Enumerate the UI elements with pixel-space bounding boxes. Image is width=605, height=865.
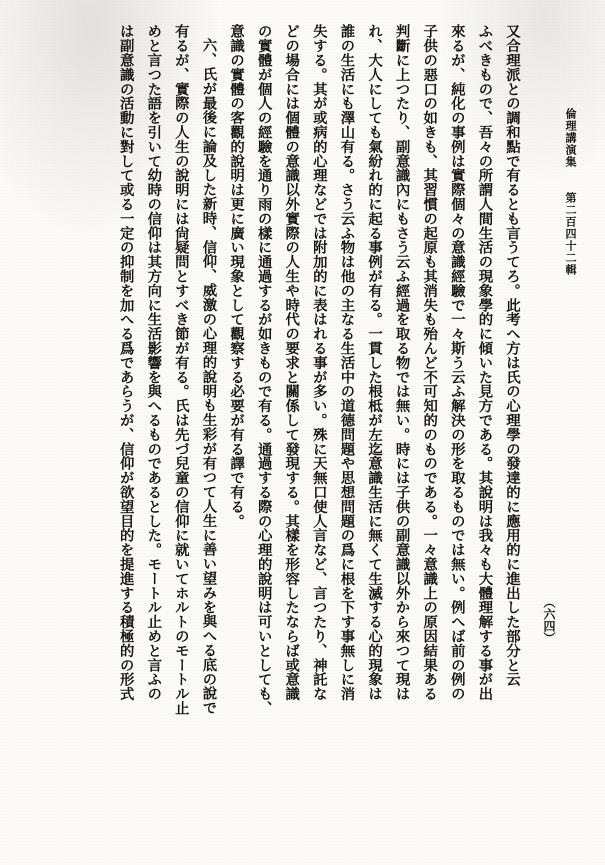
- page-number: （六四）: [542, 596, 556, 644]
- text-column: の實體が個人の經驗を通り雨の樣に通過するが如きもので有る。通過する際の心理的說明は可いとしても、: [255, 24, 273, 716]
- text-column: 來るが、純化の事例は實際個々の意識經驗で一々斯う云ふ解決の形を取るものでは無い。例へば前の例の: [448, 24, 466, 701]
- text-column: 子供の惡口の如きも、其習慣の起原も其消失も殆んど不可知的のものである。一々意識上の原因結果ある: [421, 24, 439, 701]
- text-column: 判斷に上つたり、副意識內にもさう云ふ經過を取る物では無い。時には子供の副意識以外から來つて現は: [393, 24, 411, 701]
- series-title: 倫理講演集: [564, 108, 577, 168]
- text-column: れ、大人にしても氣紛れ的に起る事例が有る。一貫した根柢が左迄意識生活に無くて生滅する心的現象は: [366, 24, 384, 701]
- header-gap: [564, 168, 577, 192]
- running-header: [562, 108, 578, 276]
- issue-number: 第二百四十二輯: [564, 192, 577, 276]
- text-column: 又合理派との調和點で有るとも言うてろ。此考へ方は氏の心理學の發達的に應用的に進出した部分と云: [504, 24, 521, 687]
- vertical-body-text: [44, 24, 526, 844]
- text-column: どの場合には個體の意識以外實際の人生や時代の要求と關係して發現する。其樣を形容したならば或意識: [283, 24, 301, 701]
- text-column: 有るが、實際の人生の說明には尙疑問とすべき節が有る。氏は先づ兒童の信仰に就いてホルトのモートル止: [172, 24, 190, 716]
- text-column: 誰の生活にも澤山有る。さう云ふ物は他の主なる生活中の道德問題や思想問題の爲に根を下す事無しに消: [338, 24, 356, 701]
- text-column: 意識の實體の客觀的說明は更に廣い現象として觀察する必要が有る譯で有る。: [228, 24, 246, 528]
- text-column: ふべきもので、吾々の所謂人間生活の現象學的に傾いた見方である。其說明は我々も大體理解する事が出: [476, 24, 494, 701]
- text-column: めと言つた語を引いて幼時の信仰は其方向に生活影響を與へるものであるとした。モートル止めと言ふの: [145, 24, 163, 701]
- text-column: は副意識の活動に對して或る一定の抑制を加へる爲であらうが、信仰が欲望目的を提進する積極的の形式: [117, 24, 135, 701]
- text-column: 六、氏が最後に論及した新時、信仰、威激の心理的說明も生彩が有つて人生に善い望みを與へる底の說で: [200, 38, 218, 716]
- text-column: 失する。其が或病的心理などでは附加的に表はれる事が多い。殊に天無口使人言など、言つたり、神託な: [310, 24, 328, 701]
